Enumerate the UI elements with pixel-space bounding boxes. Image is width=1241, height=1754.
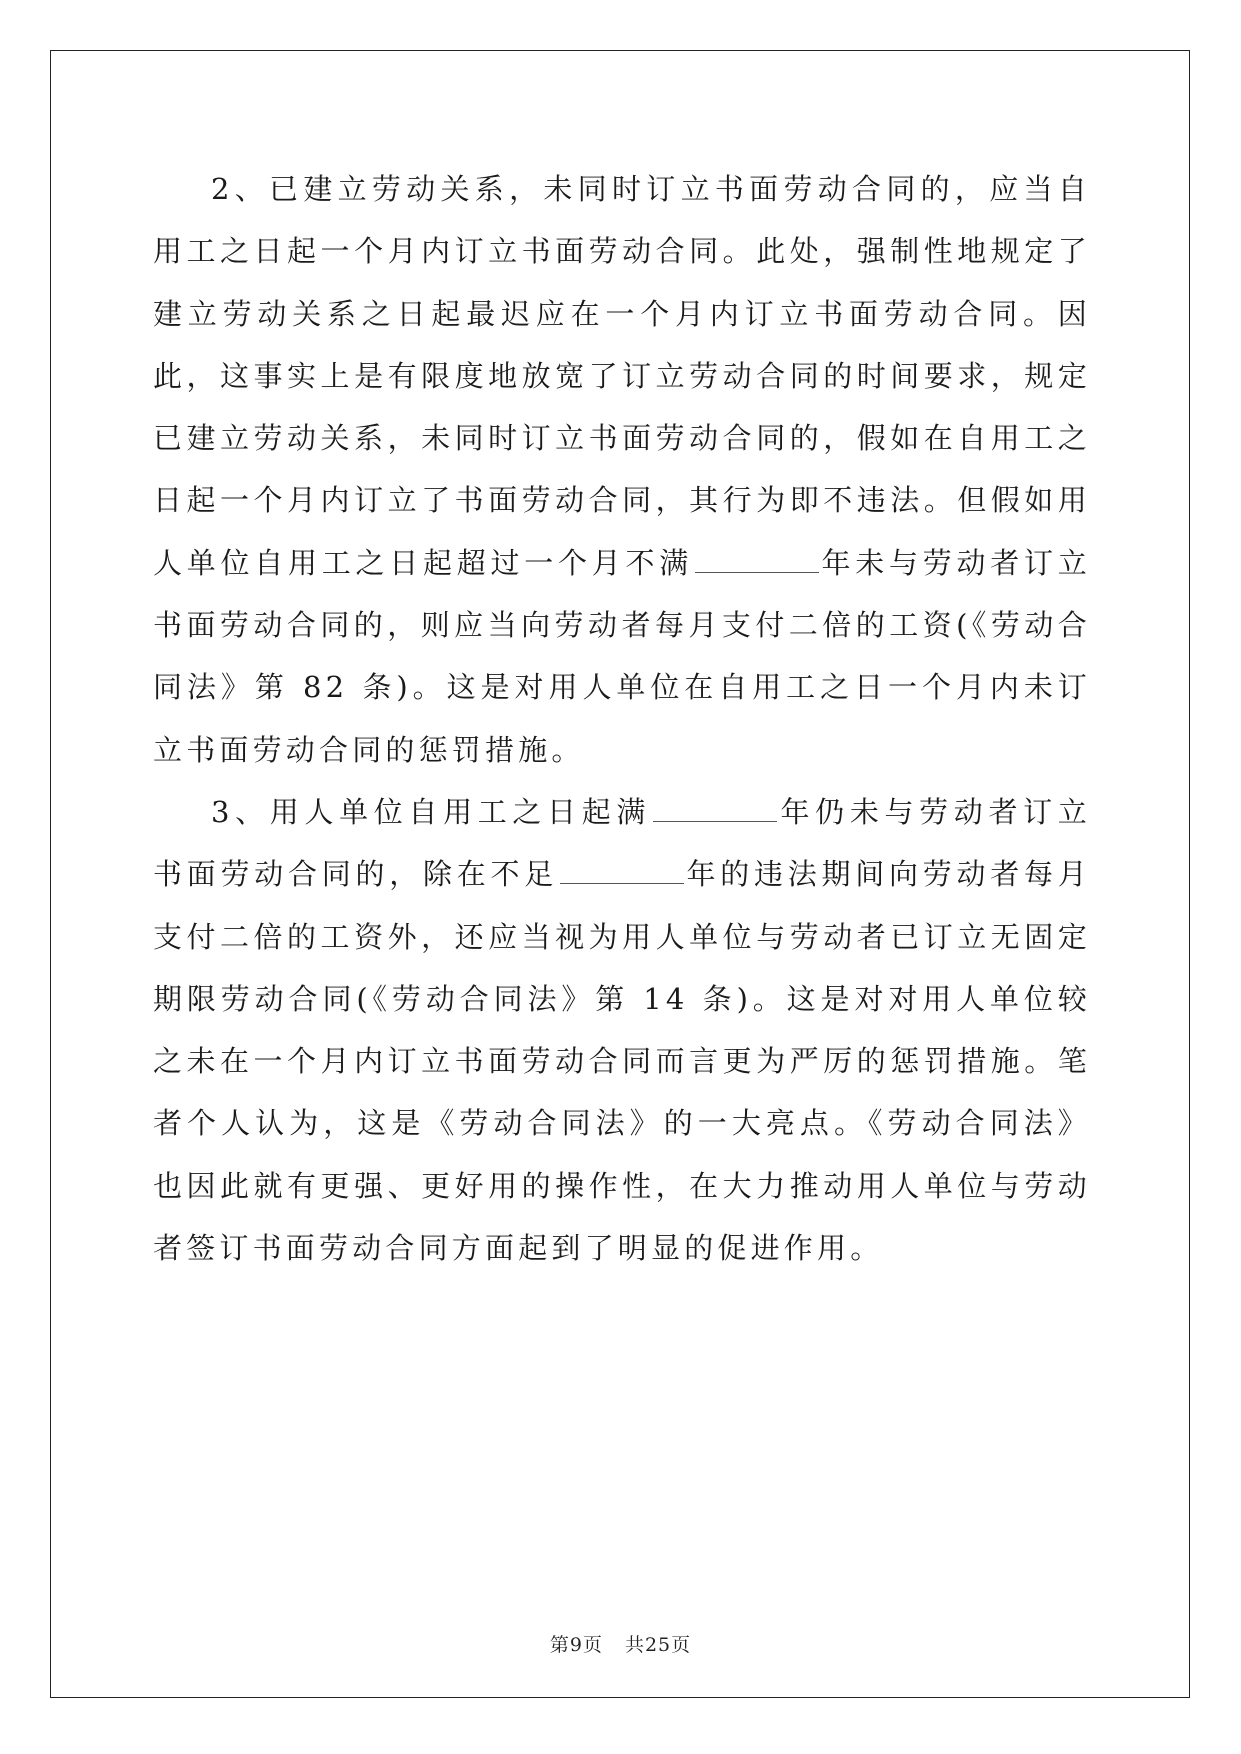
paragraph-text: 2、已建立劳动关系，未同时订立书面劳动合同的，应当自用工之日起一个月内订立书面劳动合同。此处，强制性地规定了建立劳动关系之日起最迟应在一个月内订立书面劳动合同。因此，这事实上是有限度地放宽了订立劳动合同的时间要求，规定已建立劳动关系，未同时订立书面劳动合同的，假如在自用工之日起一个月内订立了书面劳动合同，其行为即不违法。但假如用人单位自用工之日起超过一个月不满 [153,172,1091,580]
page-footer [0,1630,1241,1657]
page-total: 共25页 [624,1634,692,1656]
fill-in-blank [560,863,684,884]
paragraph-text: 年的违法期间向劳动者每月支付二倍的工资外，还应当视为用人单位与劳动者已订立无固定期限劳动合同(《劳动合同法》第 14 条)。这是对对用人单位较之未在一个月内订立书面劳动合同而言更为严厉的惩罚措施。笔者个人认为，这是《劳动合同法》的一大亮点。《劳动合同法》也因此就有更强、更好用的操作性，在大力推动用人单位与劳动者签订书面劳动合同方面起到了明显的促进作用。 [153,857,1091,1266]
paragraph-3 [153,781,1091,1279]
paragraph-2 [153,158,1091,781]
paragraph-text: 3、用人单位自用工之日起满 [211,794,652,829]
fill-in-blank [695,552,819,573]
document-body [153,158,1091,1279]
page-number: 第9页 [549,1634,603,1656]
paragraph-text: 年未与劳动者订立书面劳动合同的，则应当向劳动者每月支付二倍的工资(《劳动合同法》第 82 条)。这是对用人单位在自用工之日一个月内未订立书面劳动合同的惩罚措施。 [153,545,1091,767]
paragraph-text: 年仍未与劳动者订立书面劳动合同的，除在不足 [153,794,1091,892]
fill-in-blank [653,801,777,822]
